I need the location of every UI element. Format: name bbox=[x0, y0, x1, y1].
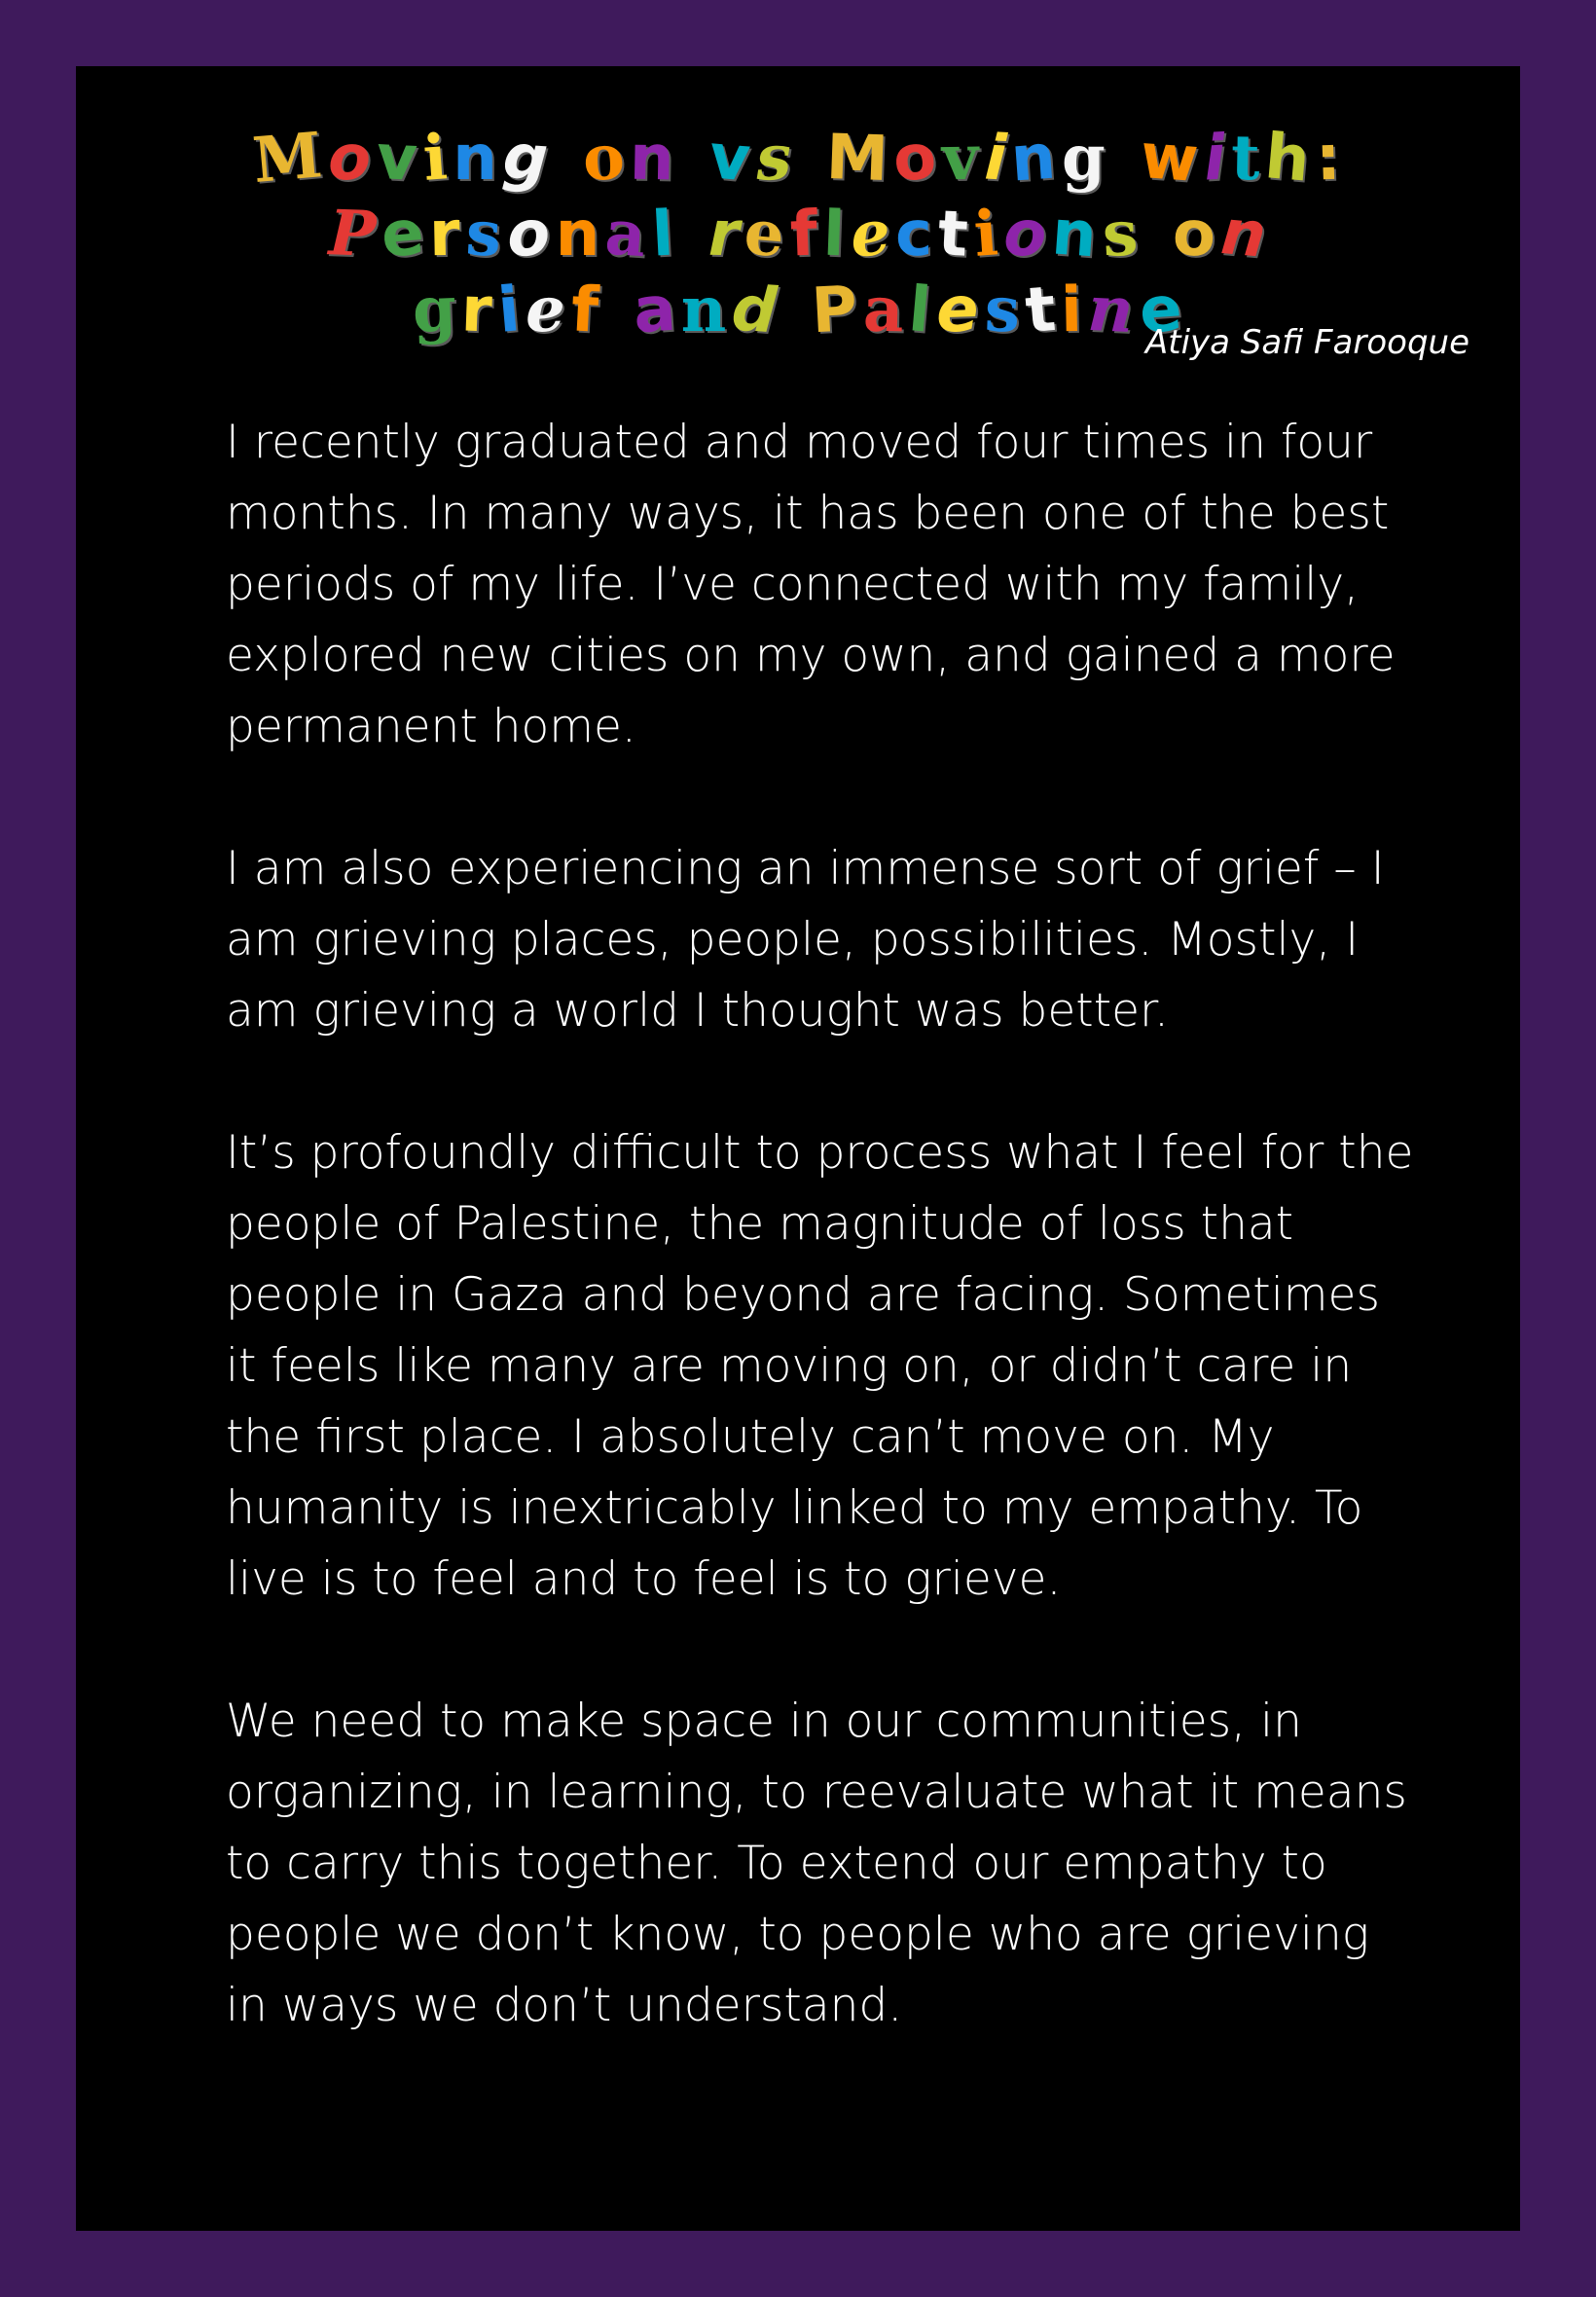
essay-body bbox=[226, 407, 1423, 2112]
paragraph-4: We need to make space in our communities, in organizing, in learning, to reevaluate what it means to carry this together. To extend our empathy to people we don’t know, to people who are grieving in ways we don’t understand. bbox=[226, 1695, 1407, 2032]
title-line-1: Moving on vs Moving with: bbox=[250, 118, 1344, 199]
title-line-3: grief and Palestine bbox=[411, 272, 1186, 348]
title-line-2: Personal reflections on bbox=[327, 196, 1271, 273]
paragraph-1: I recently graduated and moved four times in four months. In many ways, it has been one of the best periods of my life. I’ve connected with my family, explored new cities on my own, and gained a more permanent home. bbox=[226, 416, 1396, 753]
page-title bbox=[76, 118, 1520, 348]
paragraph-3: It’s profoundly difficult to process what I feel for the people of Palestine, the magnitude of loss that people in Gaza and beyond are facing. Sometimes it feels like many are moving on, or didn’t care in the first place. I absolutely can’t move on. My humanity is inextricably linked to my empathy. To live is to feel and to feel is to grieve. bbox=[226, 1126, 1414, 1606]
paragraph-2: I am also experiencing an immense sort of grief – I am grieving places, people, possibilities. Mostly, I am grieving a world I thought was better. bbox=[226, 842, 1385, 1038]
poster-panel bbox=[76, 66, 1520, 2231]
author-name: Atiya Safi Farooque bbox=[1144, 323, 1469, 362]
